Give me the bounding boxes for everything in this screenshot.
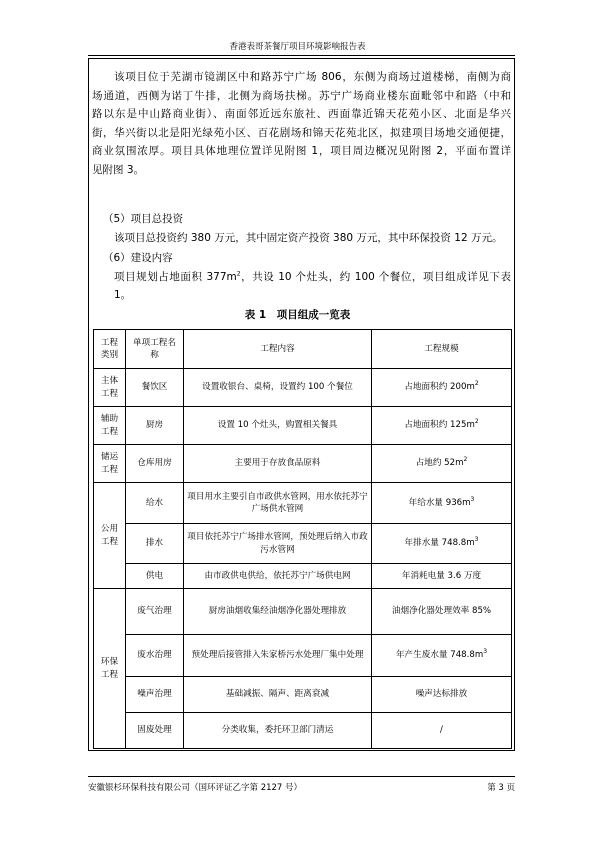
page-number: 第 3 页 [487,783,515,793]
content-cell: 设置收银台、桌椅，设置约 100 个餐位 [184,369,372,407]
scale-cell: 年给水量 $936m^3$ [372,483,512,524]
project-composition-table [93,329,512,749]
scale-cell: 年消耗电量 3.6 万度 [372,564,512,589]
item-cell: 仓库用房 [126,445,184,483]
table-header-row [94,330,512,369]
header-scale: 工程规模 [372,330,512,369]
footer-rule [88,776,515,777]
category-cell: 主体工程 [94,369,126,407]
content-cell: 项目依托苏宁广场排水管网，预处理后纳入市政污水管网 [184,524,372,564]
table-row [94,713,512,749]
investment-section [92,210,511,305]
item-cell: 厨房 [126,407,184,445]
content-cell: 基础减振、隔声、距离衰减 [184,677,372,713]
table-row [94,407,512,445]
location-paragraph [92,68,511,180]
category-cell: 环保工程 [94,589,126,749]
item-cell: 固废处理 [126,713,184,749]
content-cell: 主要用于存放食品原料 [184,445,372,483]
item-cell: 排水 [126,524,184,564]
table-row [94,524,512,564]
table-row [94,483,512,524]
content-cell: 由市政供电供给，依托苏宁广场供电网 [184,564,372,589]
content-heading: （6）建设内容 [103,252,173,265]
location-line: 商业氛围浓厚。项目具体地理位置详见附图 1，项目周边概况见附图 2，平面布置详 [92,145,511,158]
category-cell: 储运工程 [94,445,126,483]
content-cell: 预处理后接管排入朱家桥污水处理厂集中处理 [184,635,372,677]
header-content: 工程内容 [184,330,372,369]
scale-cell: / [372,713,512,749]
header-rule [88,55,515,56]
table-row [94,564,512,589]
location-line: 街，华兴街以北是阳光绿苑小区、百花剧场和锦天花苑北区，拟建项目场地交通便捷， [92,126,511,139]
content-text: 项目规划占地面积 $377m^2$，共设 10 个灶头，约 100 个餐位，项目组成详见下表 1。 [114,270,511,302]
scale-cell: 油烟净化器处理效率 85% [372,589,512,635]
scale-cell: 占地面积约 $200m^2$ [372,369,512,407]
content-cell: 项目用水主要引自市政供水管网，用水依托苏宁广场供水管网 [184,483,372,524]
scale-cell: 年排水量 $748.8m^3$ [372,524,512,564]
location-line: 见附图 3。 [92,163,145,176]
item-cell: 供电 [126,564,184,589]
table-row [94,445,512,483]
table-row [94,589,512,635]
item-cell: 废水治理 [126,635,184,677]
scale-cell: 占地面积约 $125m^2$ [372,407,512,445]
page-footer [88,781,515,793]
page-header: 香港表哥茶餐厅项目环境影响报告表 [229,42,366,52]
content-cell: 分类收集，委托环卫部门清运 [184,713,372,749]
header-item: 单项工程名称 [126,330,184,369]
footer-company: 安徽银杉环保科技有限公司（国环评证乙字第 2127 号） [88,783,303,793]
scale-cell: 噪声达标排放 [372,677,512,713]
content-cell: 厨房油烟收集经油烟净化器处理排放 [184,589,372,635]
location-line: 该项目位于芜湖市镜湖区中和路苏宁广场 806，东侧为商场过道楼梯，南侧为商 [114,71,511,83]
table-row [94,369,512,407]
header-category: 工程类别 [94,330,126,369]
item-cell: 餐饮区 [126,369,184,407]
item-cell: 噪声治理 [126,677,184,713]
item-cell: 废气治理 [126,589,184,635]
investment-text: 该项目总投资约 380 万元，其中固定资产投资 380 万元，其中环保投资 12 万元。 [114,231,503,244]
category-cell: 辅助工程 [94,407,126,445]
table-caption: 表 1 项目组成一览表 [244,309,351,321]
table-row [94,677,512,713]
scale-cell: 年产生废水量 $748.8m^3$ [372,635,512,677]
content-cell: 设置 10 个灶头，购置相关餐具 [184,407,372,445]
location-line: 路以东是中山路商业街）、南面邻近远东旅社、西面靠近锦天花苑小区、北面是华兴 [92,108,511,121]
scale-cell: 占地约 $52m^2$ [372,445,512,483]
location-line: 场通道，西侧为诺丁牛排，北侧为商场扶梯。苏宁广场商业楼东面毗邻中和路（中和 [92,89,511,102]
item-cell: 给水 [126,483,184,524]
investment-heading: （5）项目总投资 [103,213,184,225]
category-cell: 公用工程 [94,483,126,589]
table-row [94,635,512,677]
